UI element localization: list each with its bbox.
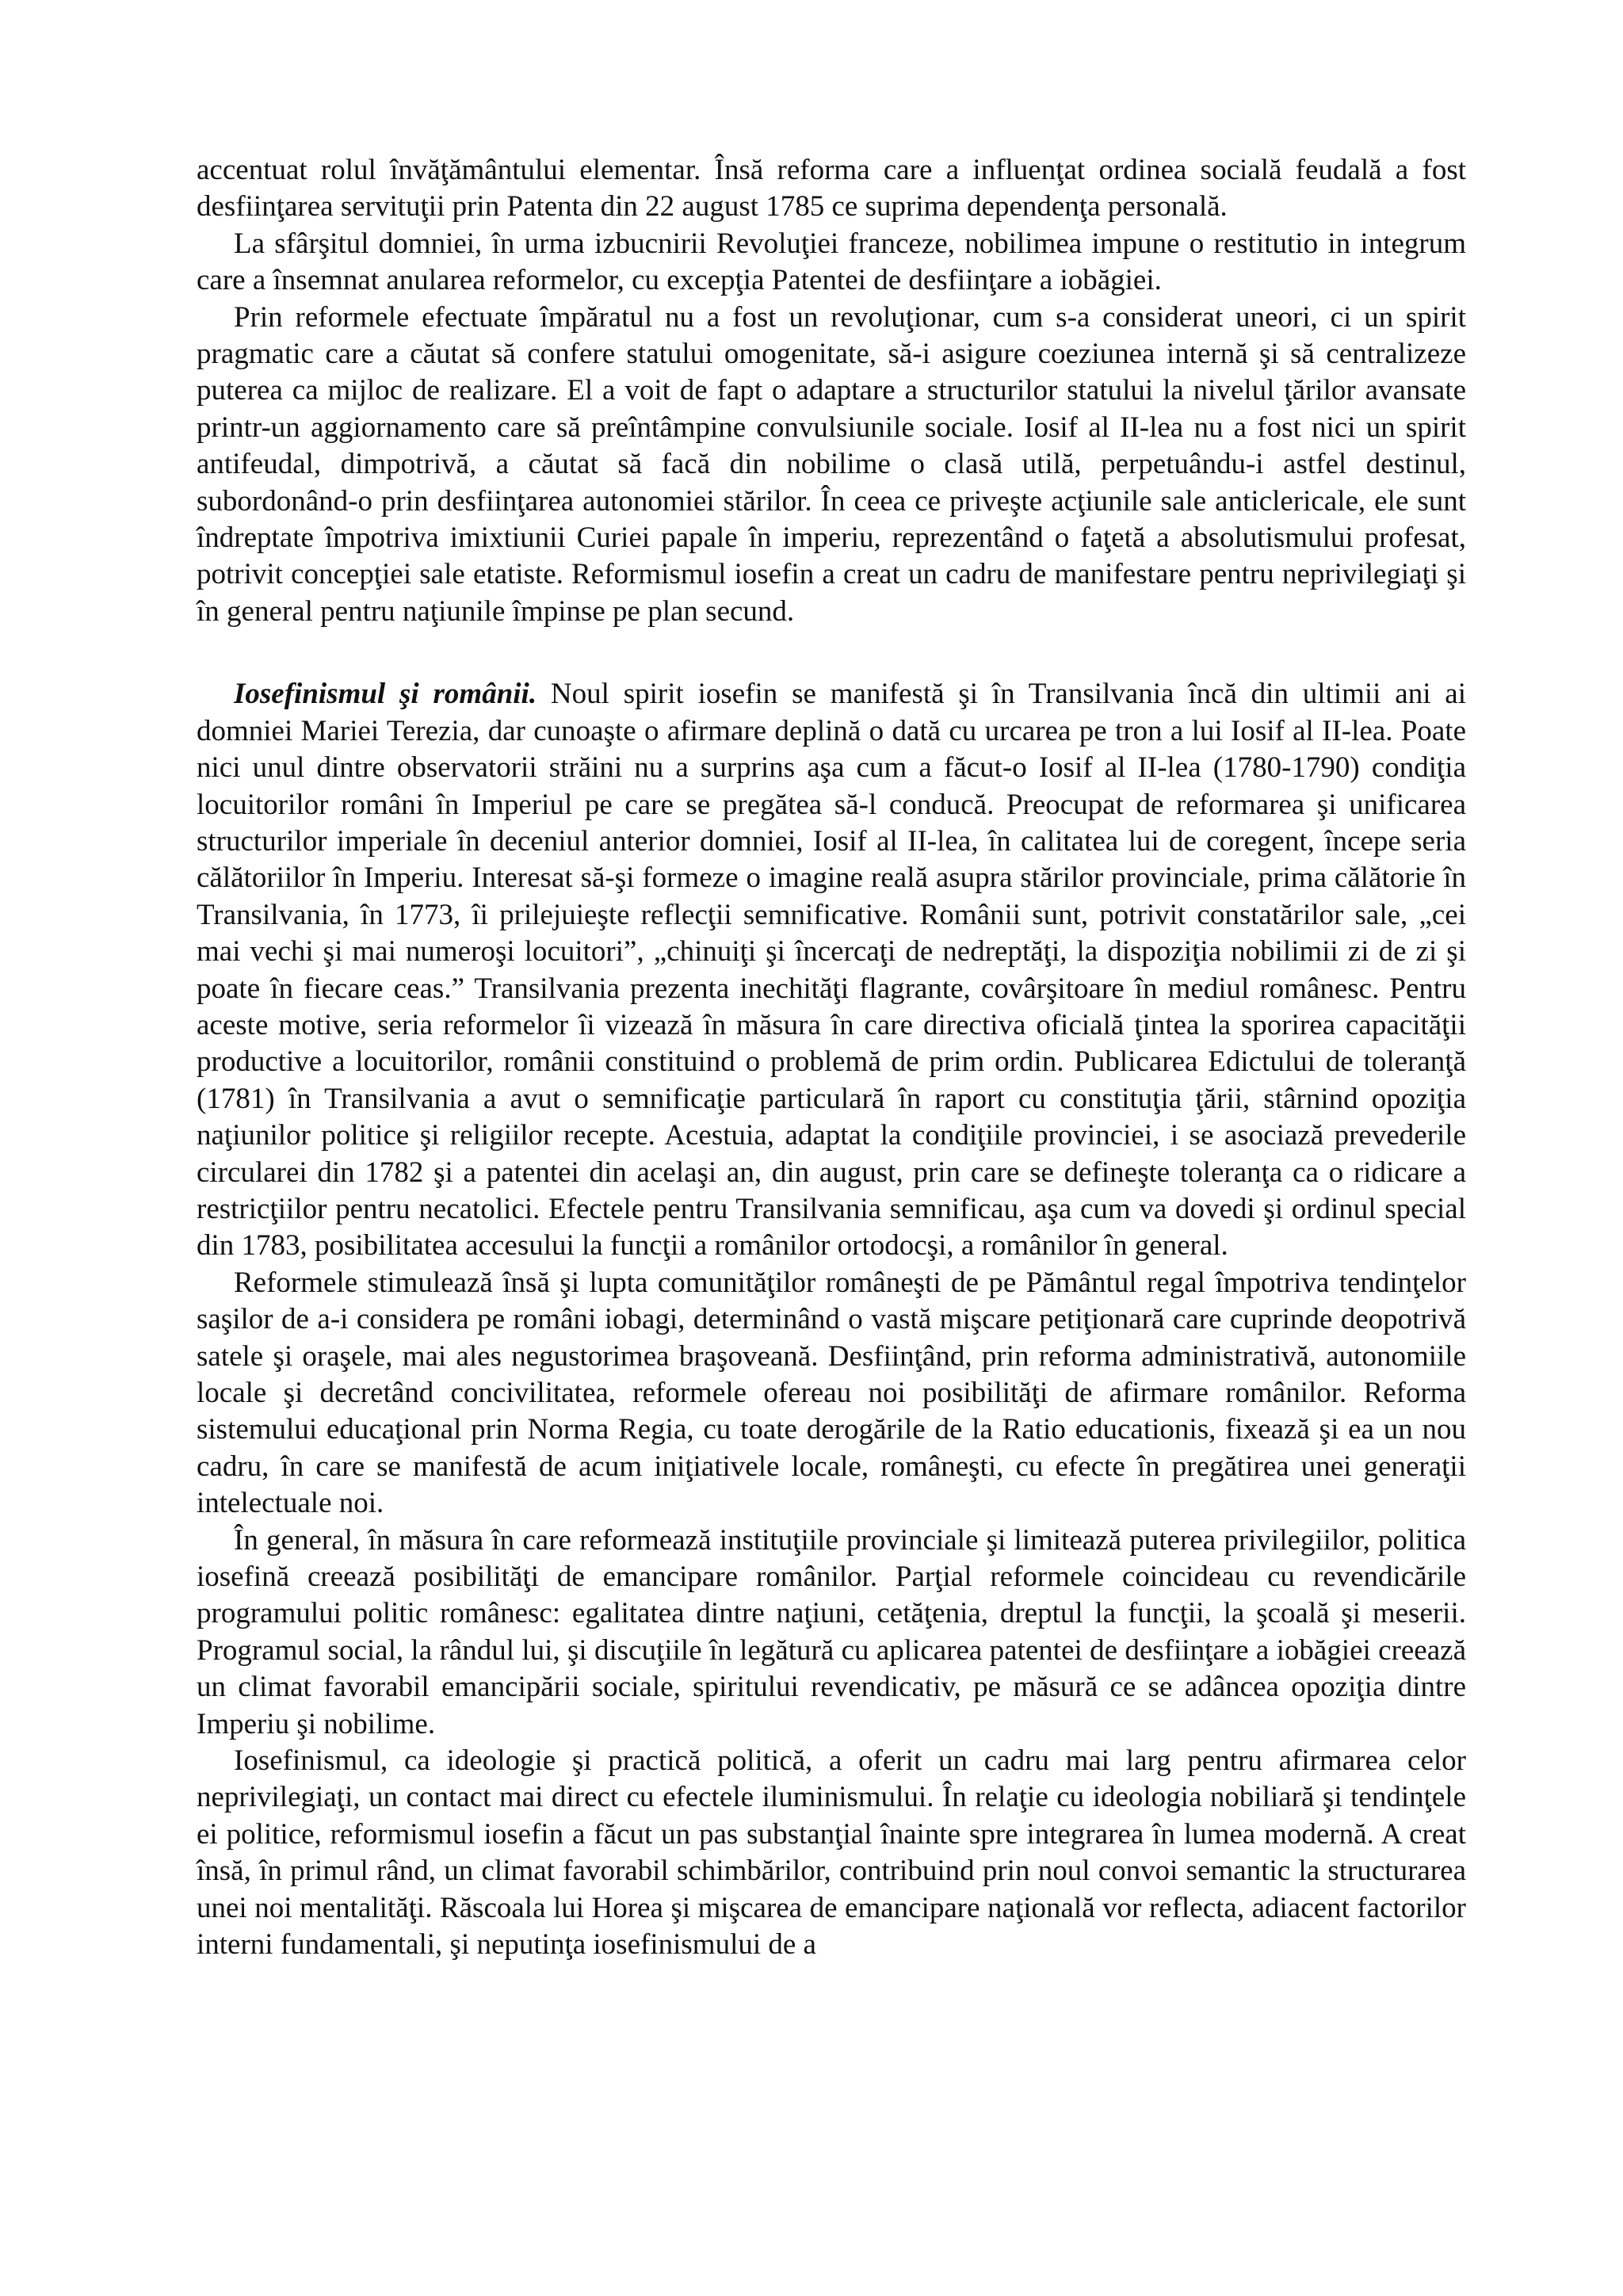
paragraph-5-text: Reformele stimulează însă şi lupta comunităţilor româneşti de pe Pământul regal împotriva tendinţelor saşilor de a-i considera pe români iobagi, determinând o vastă mişcare petiţionară care cuprinde deopotrivă satele şi oraşele, mai ales negustorimea braşoveană. Desfiinţând, prin reforma administrativă, autonomiile locale şi decretând concivilitatea, reformele ofereau noi posibilităţi de afirmare românilor. Reforma sistemului educaţional prin Norma Regia, cu toate derogările de la Ratio educationis, fixează şi ea un nou cadru, în care se manifestă de acum iniţiativele locale, româneşti, cu efecte în pregătirea unei generaţii intelectuale noi. xyxy=(197,1266,1466,1520)
paragraph-1-text: accentuat rolul învăţământului elementar. Însă reforma care a influenţat ordinea socială feudală a fost desfiinţarea servituţii prin Patenta din 22 august 1785 ce suprima dependenţa personală. xyxy=(197,154,1466,223)
paragraph-6-text: În general, în măsura în care reformează instituţiile provinciale şi limitează puterea privilegiilor, politica iosefină creează posibilităţi de emancipare românilor. Parţial reformele coincideau cu revendicările programului politic românesc: egalitatea dintre naţiuni, cetăţenia, dreptul la funcţii, la şcoală şi meserii. Programul social, la rândul lui, şi discuţiile în legătură cu aplicarea patentei de desfiinţare a iobăgiei creează un climat favorabil emancipării sociale, spiritului revendicativ, pe măsură ce se adâncea opoziţia dintre Imperiu şi nobilime. xyxy=(197,1523,1466,1740)
paragraph-7-text: Iosefinismul, ca ideologie şi practică politică, a oferit un cadru mai larg pentru afirmarea celor neprivilegiaţi, un contact mai direct cu efectele iluminismului. În relaţie cu ideologia nobiliară şi tendinţele ei politice, reformismul iosefin a făcut un pas substanţial înainte spre integrarea în lumea modernă. A creat însă, în primul rând, un climat favorabil schimbărilor, contribuind prin noul convoi semantic la structurarea unei noi mentalităţi. Răscoala lui Horea şi mişcarea de emancipare naţională vor reflecta, adiacent factorilor interni fundamentali, şi neputinţa iosefinismului de a xyxy=(197,1744,1466,1962)
body-text xyxy=(197,152,1466,1964)
section-heading: Iosefinismul şi românii. xyxy=(234,678,537,711)
paragraph-6 xyxy=(197,1522,1466,1743)
paragraph-5 xyxy=(197,1265,1466,1522)
paragraph-7 xyxy=(197,1743,1466,1963)
paragraph-4-text: Noul spirit iosefin se manifestă şi în Transilvania încă din ultimii ani ai domniei Mariei Terezia, dar cunoaşte o afirmare deplină o dată cu urcarea pe tron a lui Iosif al II-lea. Poate nici unul dintre observatorii străini nu a surprins aşa cum a făcut-o Iosif al II-lea (1780-1790) condiţia locuitorilor români în Imperiul pe care se pregătea să-l conducă. Preocupat de reformarea şi unificarea structurilor imperiale în deceniul anterior domniei, Iosif al II-lea, în calitatea lui de coregent, începe seria călătoriilor în Imperiu. Interesat să-şi formeze o imagine reală asupra stărilor provinciale, prima călătorie în Transilvania, în 1773, îi prilejuieşte reflecţii semnificative. Românii sunt, potrivit constatărilor sale, „cei mai vechi şi mai numeroşi locuitori”, „chinuiţi şi încercaţi de nedreptăţi, la dispoziţia nobilimii zi de zi şi poate în fiecare ceas.” Transilvania prezenta inechităţi flagrante, covârşitoare în mediul românesc. Pentru aceste motive, seria reformelor îi vizează în măsura în care directiva oficială ţintea la sporirea capacităţii productive a locuitorilor, românii constituind o problemă de prim ordin. Publicarea Edictului de toleranţă (1781) în Transilvania a avut o semnificaţie particulară în raport cu constituţia ţării, stârnind opoziţia naţiunilor politice şi religiilor recepte. Acestuia, adaptat la condiţiile provinciei, i se asociază prevederile circularei din 1782 şi a patentei din acelaşi an, din august, prin care se defineşte toleranţa ca o ridicare a restricţiilor pentru necatolici. Efectele pentru Transilvania semnificau, aşa cum va dovedi şi ordinul special din 1783, posibilitatea accesului la funcţii a românilor ortodocşi, a românilor în general. xyxy=(197,678,1466,1263)
paragraph-1 xyxy=(197,152,1466,226)
paragraph-2 xyxy=(197,226,1466,300)
paragraph-4 xyxy=(197,676,1466,1265)
paragraph-3 xyxy=(197,300,1466,631)
paragraph-2-text: La sfârşitul domniei, în urma izbucnirii Revoluţiei franceze, nobilimea impune o restitutio in integrum care a însemnat anularea reformelor, cu excepţia Patentei de desfiinţare a iobăgiei. xyxy=(197,227,1466,297)
paragraph-3-text: Prin reformele efectuate împăratul nu a fost un revoluţionar, cum s-a considerat uneori, ci un spirit pragmatic care a căutat să confere statului omogenitate, să-i asigure coeziunea internă şi să centralizeze puterea ca mijloc de realizare. El a voit de fapt o adaptare a structurilor statului la nivelul ţărilor avansate printr-un aggiornamento care să preîntâmpine convulsiunile sociale. Iosif al II-lea nu a fost nici un spirit antifeudal, dimpotrivă, a căutat să facă din nobilime o clasă utilă, perpetuându-i astfel destinul, subordonând-o prin desfiinţarea autonomiei stărilor. În ceea ce priveşte acţiunile sale anticlericale, ele sunt îndreptate împotriva imixtiunii Curiei papale în imperiu, reprezentând o faţetă a absolutismului profesat, potrivit concepţiei sale etatiste. Reformismul iosefin a creat un cadru de manifestare pentru neprivilegiaţi şi în general pentru naţiunile împinse pe plan secund. xyxy=(197,300,1466,628)
